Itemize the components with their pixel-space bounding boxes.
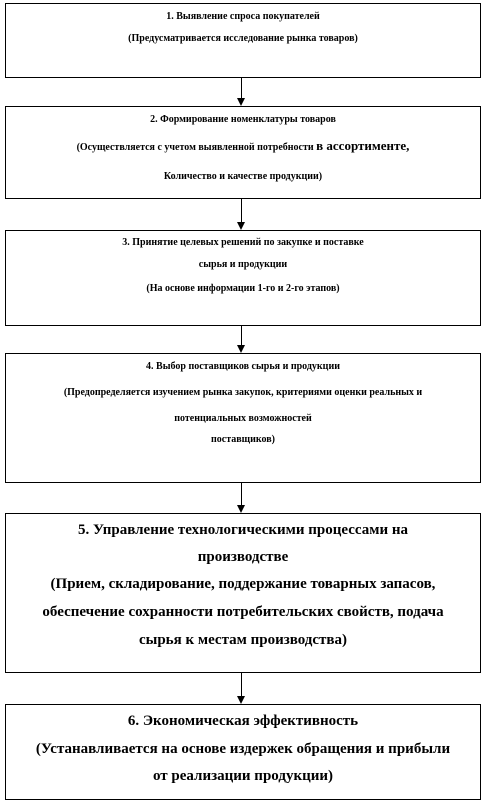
step-1-title: 1. Выявление спроса покупателей [166,11,320,22]
step-3-desc-line-1: сырья и продукции [198,259,288,270]
step-6-title: 6. Экономическая эффективность [127,713,359,729]
step-5-desc-line-4: сырья к местам производства) [138,632,348,648]
step-2-desc-part-a: (Осуществляется с учетом выявленной потребности [76,142,317,153]
step-2-desc-line-2: Количество и качестве продукции) [163,171,323,182]
step-5-desc-line-2: (Прием, складирование, поддержание товарных запасов, [50,576,436,592]
step-6-desc-line-2: от реализации продукции) [152,768,334,784]
step-4-title: 4. Выбор поставщиков сырья и продукции [146,361,340,372]
step-1-desc: (Предусматривается исследование рынка товаров) [128,33,358,44]
step-2-box [5,106,481,199]
step-1-box [5,3,481,78]
step-5-desc-line-3: обеспечение сохранности потребительских свойств, подача [42,604,444,620]
step-2-desc-line-1 [6,131,480,163]
arrow-2-3 [237,199,246,230]
step-3-title: 3. Принятие целевых решений по закупке и поставке [122,237,364,248]
step-4-box [5,353,481,483]
step-5-box [5,513,481,673]
step-4-desc-line-2: потенциальных возможностей [174,413,312,424]
step-2-desc-part-b: в ассортименте, [316,138,410,153]
step-6-desc-line-1: (Устанавливается на основе издержек обращения и прибыли [35,741,451,757]
arrow-5-6 [237,673,246,704]
step-5-title: 5. Управление технологическими процессами на [77,522,409,538]
step-3-box [5,230,481,326]
step-2-title: 2. Формирование номенклатуры товаров [150,114,336,125]
step-5-desc-line-1: производстве [197,549,289,565]
arrow-1-2 [237,78,246,106]
step-4-desc-line-1: (Предопределяется изучением рынка закупок, критериями оценки реальных и [63,387,423,398]
arrow-3-4 [237,326,246,353]
step-4-desc-line-3: поставщиков) [211,434,275,445]
arrow-4-5 [237,483,246,513]
step-6-box [5,704,481,800]
step-3-desc-line-2: (На основе информации 1-го и 2-го этапов) [146,283,340,294]
